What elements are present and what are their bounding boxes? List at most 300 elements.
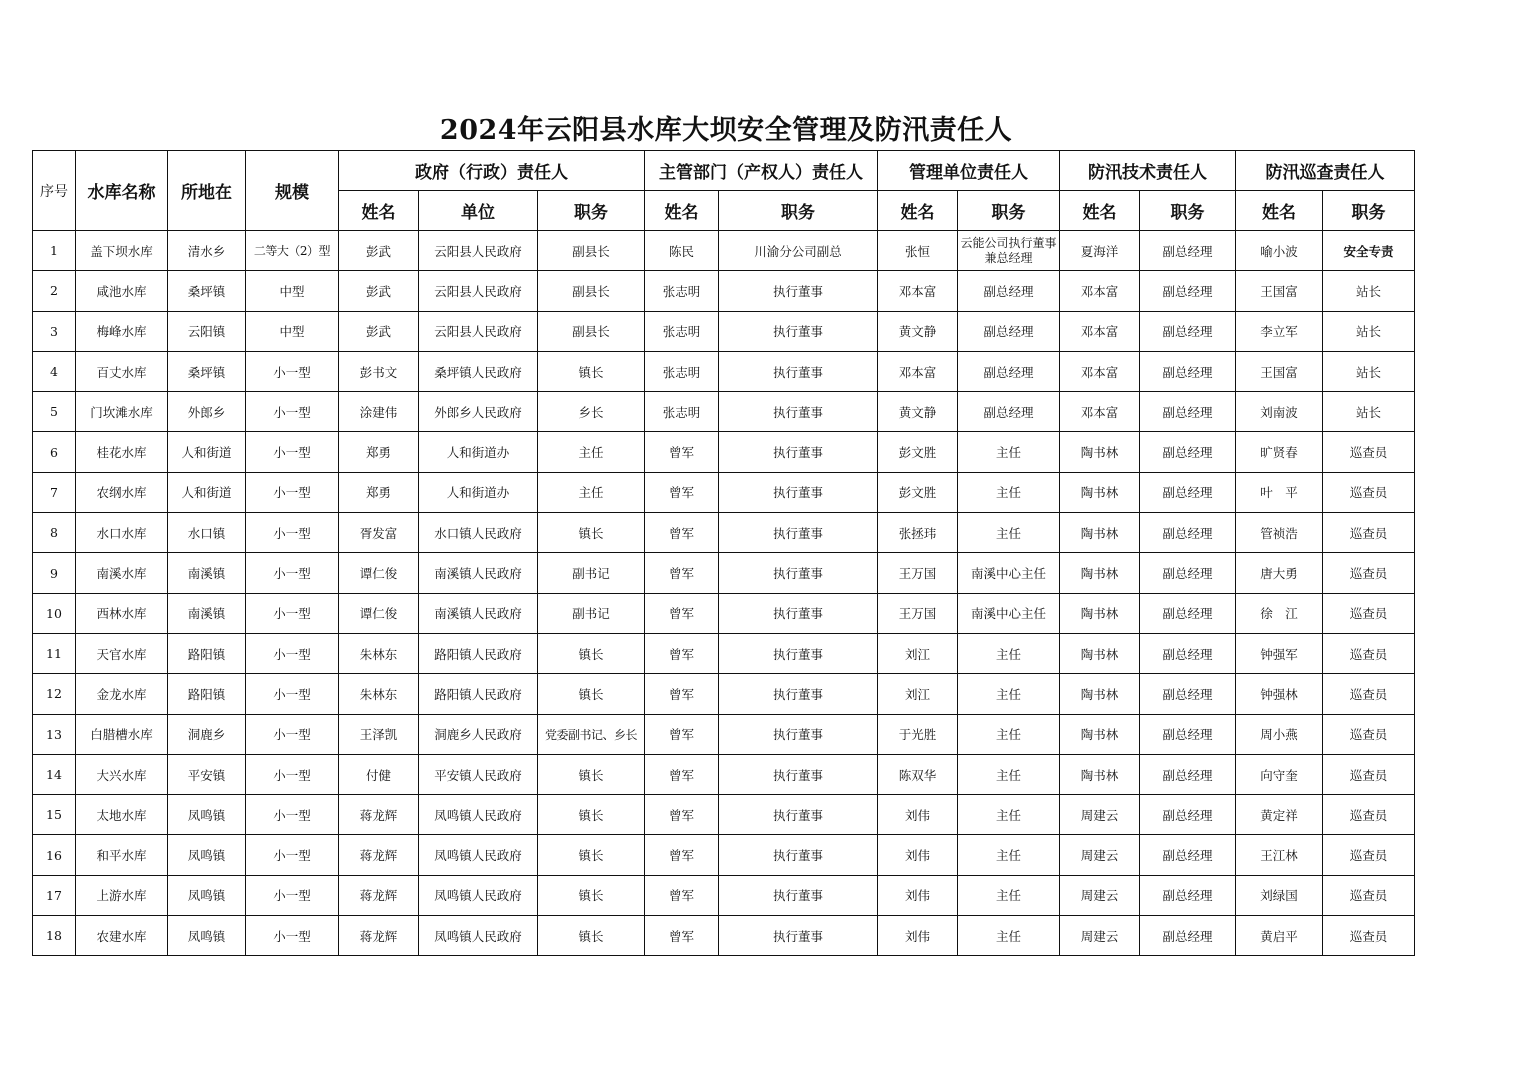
cell-patrol-title: 巡查员	[1323, 633, 1415, 673]
cell-scale: 小一型	[246, 553, 339, 593]
cell-seq: 4	[33, 351, 76, 391]
cell-mgmt-name: 刘伟	[878, 875, 958, 915]
cell-gov-name: 涂建伟	[339, 392, 419, 432]
table-row	[33, 513, 1415, 553]
cell-mgmt-title: 南溪中心主任	[958, 553, 1060, 593]
cell-location: 水口镇	[168, 513, 246, 553]
cell-reservoir-name: 百丈水库	[76, 351, 168, 391]
cell-reservoir-name: 上游水库	[76, 875, 168, 915]
cell-gov-title: 镇长	[538, 795, 645, 835]
cell-gov-name: 朱林东	[339, 633, 419, 673]
cell-mgmt-name: 刘伟	[878, 916, 958, 956]
cell-seq: 16	[33, 835, 76, 875]
cell-dept-name: 曾军	[645, 916, 719, 956]
cell-location: 桑坪镇	[168, 351, 246, 391]
header-location: 所地在	[168, 151, 246, 231]
cell-dept-name: 曾军	[645, 835, 719, 875]
cell-seq: 17	[33, 875, 76, 915]
cell-mgmt-name: 张恒	[878, 231, 958, 271]
cell-dept-name: 张志明	[645, 311, 719, 351]
cell-location: 桑坪镇	[168, 271, 246, 311]
cell-patrol-name: 李立军	[1236, 311, 1323, 351]
header-dept-title: 职务	[719, 191, 878, 231]
cell-scale: 二等大（2）型	[246, 231, 339, 271]
cell-gov-title: 镇长	[538, 916, 645, 956]
table-row	[33, 472, 1415, 512]
header-mgmt-name: 姓名	[878, 191, 958, 231]
cell-mgmt-title: 主任	[958, 714, 1060, 754]
cell-tech-title: 副总经理	[1140, 835, 1236, 875]
cell-gov-unit: 路阳镇人民政府	[419, 674, 538, 714]
cell-tech-name: 周建云	[1060, 835, 1140, 875]
cell-tech-name: 邓本富	[1060, 271, 1140, 311]
cell-location: 云阳镇	[168, 311, 246, 351]
cell-gov-title: 副书记	[538, 553, 645, 593]
cell-gov-title: 镇长	[538, 633, 645, 673]
cell-tech-name: 陶书林	[1060, 674, 1140, 714]
cell-patrol-name: 喻小波	[1236, 231, 1323, 271]
cell-patrol-title: 巡查员	[1323, 674, 1415, 714]
table-row	[33, 835, 1415, 875]
header-dept-name: 姓名	[645, 191, 719, 231]
cell-dept-title: 执行董事	[719, 714, 878, 754]
cell-patrol-title: 巡查员	[1323, 754, 1415, 794]
cell-reservoir-name: 西林水库	[76, 593, 168, 633]
cell-reservoir-name: 梅峰水库	[76, 311, 168, 351]
header-tech-title: 职务	[1140, 191, 1236, 231]
cell-tech-title: 副总经理	[1140, 916, 1236, 956]
cell-location: 外郎乡	[168, 392, 246, 432]
cell-location: 清水乡	[168, 231, 246, 271]
cell-location: 路阳镇	[168, 674, 246, 714]
cell-patrol-name: 周小燕	[1236, 714, 1323, 754]
cell-gov-unit: 凤鸣镇人民政府	[419, 875, 538, 915]
cell-gov-name: 蒋龙辉	[339, 875, 419, 915]
header-scale: 规模	[246, 151, 339, 231]
header-patrol-name: 姓名	[1236, 191, 1323, 231]
cell-gov-unit: 云阳县人民政府	[419, 231, 538, 271]
table-row	[33, 271, 1415, 311]
cell-gov-title: 镇长	[538, 674, 645, 714]
cell-gov-title: 副书记	[538, 593, 645, 633]
cell-dept-name: 曾军	[645, 714, 719, 754]
cell-dept-title: 执行董事	[719, 311, 878, 351]
cell-patrol-name: 钟强林	[1236, 674, 1323, 714]
header-gov-title: 职务	[538, 191, 645, 231]
cell-reservoir-name: 天官水库	[76, 633, 168, 673]
cell-tech-name: 邓本富	[1060, 311, 1140, 351]
cell-dept-name: 曾军	[645, 795, 719, 835]
cell-dept-title: 川渝分公司副总	[719, 231, 878, 271]
reservoir-responsibility-table	[32, 150, 1415, 956]
cell-scale: 小一型	[246, 633, 339, 673]
cell-mgmt-title: 主任	[958, 916, 1060, 956]
cell-seq: 9	[33, 553, 76, 593]
cell-tech-title: 副总经理	[1140, 553, 1236, 593]
cell-tech-title: 副总经理	[1140, 875, 1236, 915]
cell-reservoir-name: 桂花水库	[76, 432, 168, 472]
cell-patrol-name: 刘南波	[1236, 392, 1323, 432]
table-row	[33, 593, 1415, 633]
cell-gov-unit: 人和街道办	[419, 432, 538, 472]
cell-reservoir-name: 农建水库	[76, 916, 168, 956]
cell-gov-unit: 凤鸣镇人民政府	[419, 835, 538, 875]
header-patrol-title: 职务	[1323, 191, 1415, 231]
cell-patrol-name: 黄启平	[1236, 916, 1323, 956]
cell-mgmt-name: 彭文胜	[878, 472, 958, 512]
cell-dept-name: 曾军	[645, 633, 719, 673]
cell-gov-name: 王泽凯	[339, 714, 419, 754]
cell-tech-name: 周建云	[1060, 795, 1140, 835]
cell-mgmt-name: 刘伟	[878, 795, 958, 835]
cell-scale: 小一型	[246, 875, 339, 915]
cell-mgmt-name: 刘伟	[878, 835, 958, 875]
cell-mgmt-name: 王万国	[878, 593, 958, 633]
cell-patrol-title: 站长	[1323, 271, 1415, 311]
cell-dept-title: 执行董事	[719, 472, 878, 512]
cell-mgmt-name: 张拯玮	[878, 513, 958, 553]
cell-reservoir-name: 和平水库	[76, 835, 168, 875]
cell-mgmt-title: 主任	[958, 875, 1060, 915]
cell-reservoir-name: 金龙水库	[76, 674, 168, 714]
cell-reservoir-name: 大兴水库	[76, 754, 168, 794]
cell-gov-title: 镇长	[538, 351, 645, 391]
cell-tech-name: 陶书林	[1060, 513, 1140, 553]
cell-gov-unit: 人和街道办	[419, 472, 538, 512]
cell-seq: 6	[33, 432, 76, 472]
cell-patrol-name: 王江林	[1236, 835, 1323, 875]
cell-mgmt-title: 主任	[958, 795, 1060, 835]
cell-scale: 小一型	[246, 392, 339, 432]
cell-gov-unit: 南溪镇人民政府	[419, 553, 538, 593]
cell-mgmt-name: 彭文胜	[878, 432, 958, 472]
cell-dept-title: 执行董事	[719, 674, 878, 714]
cell-gov-title: 党委副书记、乡长	[538, 714, 645, 754]
cell-scale: 小一型	[246, 432, 339, 472]
cell-dept-title: 执行董事	[719, 875, 878, 915]
cell-reservoir-name: 咸池水库	[76, 271, 168, 311]
cell-scale: 小一型	[246, 351, 339, 391]
cell-seq: 10	[33, 593, 76, 633]
cell-dept-name: 曾军	[645, 754, 719, 794]
table-row	[33, 674, 1415, 714]
cell-tech-title: 副总经理	[1140, 795, 1236, 835]
cell-tech-name: 夏海洋	[1060, 231, 1140, 271]
cell-tech-name: 陶书林	[1060, 714, 1140, 754]
cell-patrol-title: 巡查员	[1323, 714, 1415, 754]
cell-mgmt-title: 主任	[958, 472, 1060, 512]
cell-mgmt-name: 黄文静	[878, 311, 958, 351]
cell-tech-title: 副总经理	[1140, 674, 1236, 714]
cell-patrol-title: 站长	[1323, 392, 1415, 432]
cell-dept-title: 执行董事	[719, 553, 878, 593]
cell-location: 南溪镇	[168, 553, 246, 593]
cell-patrol-name: 刘绿国	[1236, 875, 1323, 915]
cell-patrol-title: 巡查员	[1323, 432, 1415, 472]
table-row	[33, 553, 1415, 593]
cell-gov-name: 郑勇	[339, 472, 419, 512]
cell-mgmt-name: 王万国	[878, 553, 958, 593]
cell-patrol-title: 巡查员	[1323, 875, 1415, 915]
cell-scale: 小一型	[246, 795, 339, 835]
cell-patrol-title: 巡查员	[1323, 472, 1415, 512]
cell-seq: 12	[33, 674, 76, 714]
cell-gov-title: 镇长	[538, 513, 645, 553]
cell-location: 洞鹿乡	[168, 714, 246, 754]
table-row	[33, 231, 1415, 271]
cell-tech-name: 周建云	[1060, 875, 1140, 915]
cell-dept-title: 执行董事	[719, 633, 878, 673]
page-title: 2024年云阳县水库大坝安全管理及防汛责任人	[439, 115, 1013, 146]
cell-mgmt-name: 邓本富	[878, 351, 958, 391]
cell-gov-title: 主任	[538, 432, 645, 472]
cell-seq: 2	[33, 271, 76, 311]
table-body	[33, 231, 1415, 956]
cell-seq: 15	[33, 795, 76, 835]
cell-gov-unit: 洞鹿乡人民政府	[419, 714, 538, 754]
cell-location: 凤鸣镇	[168, 835, 246, 875]
cell-mgmt-name: 刘江	[878, 674, 958, 714]
cell-tech-name: 周建云	[1060, 916, 1140, 956]
cell-tech-title: 副总经理	[1140, 432, 1236, 472]
header-reservoir-name: 水库名称	[76, 151, 168, 231]
table-row	[33, 351, 1415, 391]
cell-reservoir-name: 农纲水库	[76, 472, 168, 512]
cell-tech-title: 副总经理	[1140, 271, 1236, 311]
cell-dept-title: 执行董事	[719, 795, 878, 835]
cell-patrol-name: 向守奎	[1236, 754, 1323, 794]
cell-tech-name: 陶书林	[1060, 553, 1140, 593]
cell-tech-name: 邓本富	[1060, 392, 1140, 432]
table-row	[33, 714, 1415, 754]
cell-patrol-name: 叶 平	[1236, 472, 1323, 512]
cell-gov-unit: 凤鸣镇人民政府	[419, 795, 538, 835]
cell-dept-title: 执行董事	[719, 392, 878, 432]
cell-mgmt-name: 黄文静	[878, 392, 958, 432]
header-mgmt-group: 管理单位责任人	[878, 151, 1060, 191]
table-row	[33, 875, 1415, 915]
cell-seq: 5	[33, 392, 76, 432]
cell-mgmt-title: 副总经理	[958, 392, 1060, 432]
cell-gov-name: 胥发富	[339, 513, 419, 553]
cell-location: 平安镇	[168, 754, 246, 794]
cell-patrol-name: 钟强军	[1236, 633, 1323, 673]
table-row	[33, 311, 1415, 351]
cell-gov-name: 郑勇	[339, 432, 419, 472]
cell-gov-title: 副县长	[538, 231, 645, 271]
cell-patrol-title: 巡查员	[1323, 835, 1415, 875]
cell-location: 人和街道	[168, 472, 246, 512]
cell-dept-name: 曾军	[645, 593, 719, 633]
cell-mgmt-title: 云能公司执行董事兼总经理	[958, 231, 1060, 271]
cell-dept-name: 曾军	[645, 472, 719, 512]
cell-patrol-name: 王国富	[1236, 351, 1323, 391]
cell-dept-title: 执行董事	[719, 351, 878, 391]
cell-patrol-name: 徐 江	[1236, 593, 1323, 633]
cell-dept-title: 执行董事	[719, 916, 878, 956]
cell-seq: 13	[33, 714, 76, 754]
cell-dept-name: 张志明	[645, 351, 719, 391]
cell-tech-title: 副总经理	[1140, 714, 1236, 754]
cell-gov-name: 彭武	[339, 311, 419, 351]
cell-scale: 小一型	[246, 916, 339, 956]
cell-mgmt-name: 陈双华	[878, 754, 958, 794]
table-row	[33, 916, 1415, 956]
header-gov-name: 姓名	[339, 191, 419, 231]
cell-location: 人和街道	[168, 432, 246, 472]
cell-scale: 中型	[246, 311, 339, 351]
header-gov-group: 政府（行政）责任人	[339, 151, 645, 191]
cell-tech-name: 陶书林	[1060, 472, 1140, 512]
table-row	[33, 795, 1415, 835]
cell-mgmt-title: 主任	[958, 674, 1060, 714]
table-row	[33, 633, 1415, 673]
cell-seq: 7	[33, 472, 76, 512]
cell-gov-unit: 路阳镇人民政府	[419, 633, 538, 673]
header-patrol-group: 防汛巡查责任人	[1236, 151, 1415, 191]
cell-patrol-title: 巡查员	[1323, 553, 1415, 593]
cell-tech-title: 副总经理	[1140, 392, 1236, 432]
cell-seq: 3	[33, 311, 76, 351]
cell-tech-name: 陶书林	[1060, 754, 1140, 794]
cell-seq: 8	[33, 513, 76, 553]
cell-tech-name: 陶书林	[1060, 633, 1140, 673]
cell-patrol-title: 巡查员	[1323, 593, 1415, 633]
cell-tech-name: 陶书林	[1060, 593, 1140, 633]
cell-dept-title: 执行董事	[719, 432, 878, 472]
cell-patrol-name: 唐大勇	[1236, 553, 1323, 593]
cell-gov-name: 彭书文	[339, 351, 419, 391]
cell-gov-name: 朱林东	[339, 674, 419, 714]
header-row-groups	[33, 151, 1415, 191]
cell-tech-title: 副总经理	[1140, 633, 1236, 673]
cell-reservoir-name: 门坎滩水库	[76, 392, 168, 432]
cell-seq: 18	[33, 916, 76, 956]
cell-scale: 小一型	[246, 593, 339, 633]
cell-patrol-title: 巡查员	[1323, 513, 1415, 553]
header-mgmt-title: 职务	[958, 191, 1060, 231]
cell-gov-name: 谭仁俊	[339, 593, 419, 633]
cell-dept-title: 执行董事	[719, 593, 878, 633]
cell-mgmt-name: 刘江	[878, 633, 958, 673]
cell-gov-name: 蒋龙辉	[339, 916, 419, 956]
cell-seq: 14	[33, 754, 76, 794]
table-row	[33, 432, 1415, 472]
cell-scale: 小一型	[246, 513, 339, 553]
cell-gov-unit: 南溪镇人民政府	[419, 593, 538, 633]
cell-mgmt-name: 邓本富	[878, 271, 958, 311]
cell-tech-title: 副总经理	[1140, 311, 1236, 351]
cell-location: 凤鸣镇	[168, 916, 246, 956]
cell-dept-title: 执行董事	[719, 754, 878, 794]
header-tech-name: 姓名	[1060, 191, 1140, 231]
header-tech-group: 防汛技术责任人	[1060, 151, 1236, 191]
cell-seq: 11	[33, 633, 76, 673]
cell-patrol-title: 巡查员	[1323, 916, 1415, 956]
cell-gov-title: 镇长	[538, 875, 645, 915]
cell-dept-title: 执行董事	[719, 271, 878, 311]
cell-gov-title: 主任	[538, 472, 645, 512]
cell-gov-name: 付健	[339, 754, 419, 794]
cell-tech-title: 副总经理	[1140, 593, 1236, 633]
cell-gov-title: 镇长	[538, 754, 645, 794]
cell-scale: 小一型	[246, 472, 339, 512]
cell-gov-title: 副县长	[538, 271, 645, 311]
cell-mgmt-title: 主任	[958, 633, 1060, 673]
cell-mgmt-title: 副总经理	[958, 351, 1060, 391]
cell-location: 路阳镇	[168, 633, 246, 673]
cell-gov-title: 镇长	[538, 835, 645, 875]
cell-tech-title: 副总经理	[1140, 472, 1236, 512]
cell-mgmt-name: 于光胜	[878, 714, 958, 754]
cell-patrol-title: 站长	[1323, 351, 1415, 391]
cell-tech-title: 副总经理	[1140, 351, 1236, 391]
cell-gov-unit: 凤鸣镇人民政府	[419, 916, 538, 956]
cell-dept-name: 陈民	[645, 231, 719, 271]
cell-gov-name: 蒋龙辉	[339, 795, 419, 835]
cell-scale: 小一型	[246, 754, 339, 794]
cell-mgmt-title: 主任	[958, 432, 1060, 472]
cell-scale: 小一型	[246, 835, 339, 875]
cell-mgmt-title: 副总经理	[958, 271, 1060, 311]
cell-tech-title: 副总经理	[1140, 231, 1236, 271]
cell-patrol-title: 站长	[1323, 311, 1415, 351]
cell-gov-name: 彭武	[339, 231, 419, 271]
cell-dept-name: 曾军	[645, 875, 719, 915]
cell-reservoir-name: 南溪水库	[76, 553, 168, 593]
cell-seq: 1	[33, 231, 76, 271]
cell-mgmt-title: 副总经理	[958, 311, 1060, 351]
cell-mgmt-title: 南溪中心主任	[958, 593, 1060, 633]
cell-gov-unit: 桑坪镇人民政府	[419, 351, 538, 391]
cell-patrol-name: 管祯浩	[1236, 513, 1323, 553]
cell-gov-name: 谭仁俊	[339, 553, 419, 593]
cell-dept-name: 张志明	[645, 392, 719, 432]
cell-reservoir-name: 盖下坝水库	[76, 231, 168, 271]
cell-reservoir-name: 太地水库	[76, 795, 168, 835]
cell-dept-name: 曾军	[645, 674, 719, 714]
cell-gov-unit: 云阳县人民政府	[419, 311, 538, 351]
cell-gov-name: 彭武	[339, 271, 419, 311]
cell-gov-unit: 外郎乡人民政府	[419, 392, 538, 432]
cell-mgmt-title: 主任	[958, 513, 1060, 553]
cell-location: 凤鸣镇	[168, 875, 246, 915]
cell-reservoir-name: 白腊槽水库	[76, 714, 168, 754]
cell-gov-title: 副县长	[538, 311, 645, 351]
table-row	[33, 392, 1415, 432]
cell-scale: 小一型	[246, 714, 339, 754]
cell-patrol-name: 王国富	[1236, 271, 1323, 311]
header-dept-group: 主管部门（产权人）责任人	[645, 151, 878, 191]
cell-gov-name: 蒋龙辉	[339, 835, 419, 875]
cell-location: 凤鸣镇	[168, 795, 246, 835]
cell-gov-title: 乡长	[538, 392, 645, 432]
cell-tech-name: 陶书林	[1060, 432, 1140, 472]
cell-dept-name: 曾军	[645, 513, 719, 553]
cell-dept-title: 执行董事	[719, 513, 878, 553]
cell-mgmt-title: 主任	[958, 754, 1060, 794]
header-seq: 序号	[33, 151, 76, 231]
cell-gov-unit: 云阳县人民政府	[419, 271, 538, 311]
cell-dept-name: 曾军	[645, 432, 719, 472]
cell-dept-title: 执行董事	[719, 835, 878, 875]
cell-patrol-name: 黄定祥	[1236, 795, 1323, 835]
cell-location: 南溪镇	[168, 593, 246, 633]
cell-scale: 中型	[246, 271, 339, 311]
cell-patrol-name: 旷贤春	[1236, 432, 1323, 472]
cell-reservoir-name: 水口水库	[76, 513, 168, 553]
cell-tech-name: 邓本富	[1060, 351, 1140, 391]
